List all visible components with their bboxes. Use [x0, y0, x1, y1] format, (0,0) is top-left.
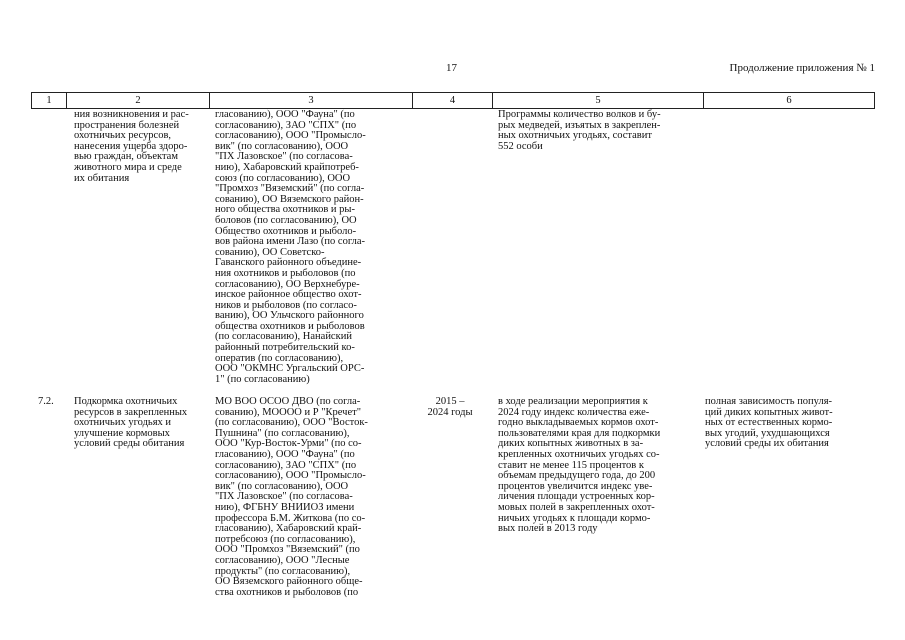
row-result-text: Программы количество волков и бу- рых медведей, изъятых в закреплен- ных охотничьих угодьях, составит 552 особи: [498, 109, 661, 152]
header-col-4: 4: [413, 93, 493, 109]
row-result-text: в ходе реализации мероприятия к 2024 году индекс количества еже- годно выкладываемых кормов охот- пользователями края для подкормки диких копытных животных в за- крепленных охотничьих угодьях со- ставит не менее 115 процентов к объемам предыдущего года, до 200 процентов увеличится индекс уве- личения площади устроенных кор- мовых полей в закрепленных охот- ничьих угодьях к площади кормо- вых полей в 2013 году: [498, 396, 661, 535]
row-executors-text: МО ВОО ОСОО ДВО (по согла- сованию), МОООО и Р "Кречет" (по согласованию), ООО "Восток- Пушнина" (по согласованию), ООО "Кур-Восток-Урми" (по со- гласованию), ООО "Фауна" (по согласованию), ЗАО "СПХ" (по согласованию), ООО "Промысло- вик" (по согласованию), ООО "ПХ Лазовское" (по согласова- нию), ФГБНУ ВНИИОЗ имени профессора Б.М. Житкова (по со- гласованию), Хабаровский край- потребсоюз (по согласованию), ООО "Промхоз "Вяземский" (по согласованию), ООО "Лесные продукты" (по согласованию), ОО Вяземского районного обще- ства охотников и рыболовов (по: [215, 396, 368, 598]
row-period-text: 2015 – 2024 годы: [427, 396, 473, 418]
header-col-1: 1: [32, 93, 67, 109]
continuation-label: Продолжение приложения № 1: [729, 62, 875, 74]
row-executors-text: гласованию), ООО "Фауна" (по согласованию), ЗАО "СПХ" (по согласованию), ООО "Промысло- вик" (по согласованию), ООО "ПХ Лазовское" (по согласова- нию), Хабаровский крайпотреб- союз (по согласованию), ООО "Промхоз "Вяземский" (по согла- сованию), ОО Вяземского район- ного общества охотников и ры- боловов (по согласованию), ОО Общество охотников и рыболо- вов района имени Лазо (по согла- сованию), ОО Советско- Гаванского районного объедине- ния охотников и рыболовов (по согласованию), ОО Верхнебуре- инское районное общество охот- ников и рыболовов (по согласо- ванию), ОО Ульчского районного общества охотников и рыболовов (по согласованию), Нанайский районный потребительский ко- оператив (по согласованию), ООО "ОКМНС Ургальский ОРС- 1" (по согласованию): [215, 109, 366, 385]
header-col-2: 2: [67, 93, 210, 109]
header-col-3: 3: [210, 93, 413, 109]
row-measure-text: ния возникновения и рас- пространения болезней охотничьих ресурсов, нанесения ущерба здоро- вью граждан, объектам животного мира и среде их обитания: [74, 109, 189, 184]
header-col-5: 5: [493, 93, 704, 109]
page-number: 17: [446, 62, 457, 74]
row-consequence-text: полная зависимость популя- ций диких копытных живот- ных от естественных кормо- вых угодий, ухудшающихся условий среды их обитания: [705, 396, 833, 450]
row-measure-text: Подкормка охотничьих ресурсов в закрепленных охотничьих угодьях и улучшение кормовых условий среды обитания: [74, 396, 188, 450]
table-header: [31, 92, 875, 109]
row-number: 7.2.: [38, 396, 54, 407]
header-col-6: 6: [704, 93, 875, 109]
